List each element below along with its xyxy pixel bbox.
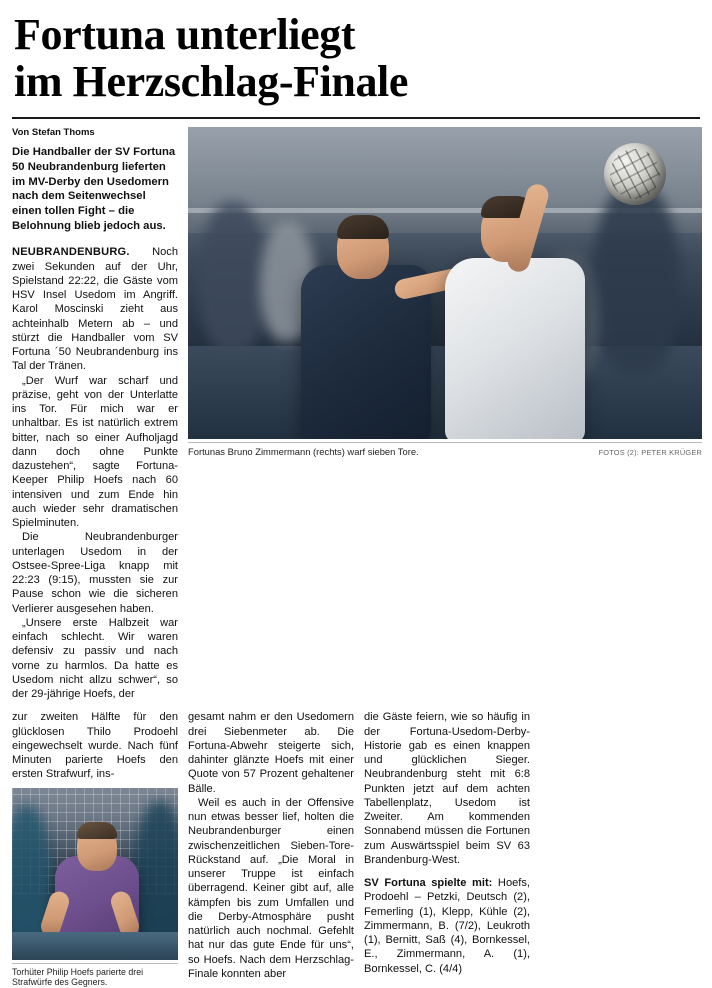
paragraph: „Der Wurf war scharf und präzise, geht von der Unterlatte ins Tor. Für mich war er unhaltbar. Es ist natürlich extrem bitter, nach so einer Aufholjagd dann doch ohne Punkte dazustehen“, sagte Fortuna-Keeper Philip Hoefs nach 60 intensiven und zum Ende hin auch wieder sehr dramatischen Spielminuten. [12, 374, 178, 530]
main-photo-caption-row [188, 442, 702, 457]
upper-section [10, 127, 702, 701]
paragraph: „Unsere erste Halbzeit war einfach schlecht. Wir waren defensiv zu passiv und nach vorne zu harmlos. Da hatte es Usedom nicht allzu schwer“, so der 29-jährige Hoefs, der [12, 616, 178, 701]
column-2-text [12, 710, 178, 781]
handball-ball [604, 143, 666, 205]
column-3 [188, 710, 354, 988]
photo-player-white-jersey [445, 258, 585, 439]
team-lineup-label: SV Fortuna spielte mit: [364, 877, 493, 890]
photo-background-figure [591, 183, 681, 373]
team-lineup [364, 876, 530, 976]
lower-section [10, 710, 702, 988]
photo-credit: FOTOS (2): PETER KRÜGER [598, 448, 702, 458]
column-4 [364, 710, 530, 988]
handball-action-photo [188, 127, 702, 439]
column-3-text [188, 710, 354, 981]
photo-goalkeeper-hair [77, 822, 117, 839]
photo-floor [12, 932, 178, 960]
secondary-photo-caption: Torhüter Philip Hoefs parierte drei Strafwürfe des Gegners. [12, 963, 178, 988]
team-lineup-players: Hoefs, Prodoehl – Petzki, Deutsch (2), Femerling (1), Klepp, Kühle (2), Zimmermann, B. (7/2), Leukroth (1), Bernitt, Saß (4), Bornkessel, E., Zimmermann, A. (1), Bornkessel, C. (4/4) [364, 877, 530, 975]
column-1-text [12, 245, 178, 701]
goalkeeper-photo [12, 788, 178, 960]
main-photo-block [188, 127, 702, 457]
paragraph [12, 245, 178, 373]
paragraph: Weil es auch in der Offensive nun etwas besser lief, holten die Neubrandenburger einen zwischenzeitlichen Sieben-Tore-Rückstand auf. „Die Moral in unserer Truppe ist einfach überragend. Keiner gibt auf, alle kämpfen bis zum Umfallen und die Derby-Atmosphäre pusht natürlich auch nochmal. Gefehlt hat nur das gute Ende für uns“, so Hoefs. Nach dem Herzschlag-Finale konnten aber [188, 796, 354, 980]
dateline: NEUBRANDENBURG. [12, 246, 130, 259]
lead-paragraph: Die Handballer der SV Fortuna 50 Neubrandenburg lieferten im MV-Derby den Usedomern nach dem Seitenwechsel einen tollen Fight – die Belohnung blieb jedoch aus. [12, 146, 176, 232]
byline: Von Stefan Thoms [12, 127, 95, 139]
paragraph: Die Neubrandenburger unterlagen Usedom in der Ostsee-Spree-Liga knapp mit 22:23 (9:15), mussten sie zur Pause schon wie die sicheren Verlierer ausgesehen haben. [12, 531, 178, 615]
paragraph: gesamt nahm er den Usedomern drei Siebenmeter ab. Die Fortuna-Abwehr steigerte sich, dahinter glänzte Hoefs mit einer Quote von 57 Prozent gehaltener Bälle. [188, 711, 354, 795]
headline-line-2: im Herzschlag-Finale [14, 56, 409, 106]
photo-background-figure [198, 202, 268, 352]
photo-caption: Fortunas Bruno Zimmermann (rechts) warf sieben Tore. [188, 446, 419, 458]
paragraph-text: Noch zwei Sekunden auf der Uhr, Spielstand 22:22, die Gäste vom HSV Insel Usedom im Angriff. Karol Moscinski zieht aus achteinhalb Metern ab – und stürzt die Handballer vom SV Fortuna ´50 Neubrandenburg ins Tal der Tränen. [12, 246, 178, 373]
lead-column [10, 127, 178, 701]
paragraph: die Gäste feiern, wie so häufig in der Fortuna-Usedom-Derby-Historie gab es einen knappen und glücklichen Sieger. Neubrandenburg steht mit 6:8 Punkten jetzt auf dem achten Tabellenplatz, Usedom ist Zweiter. Am kommenden Sonnabend müssen die Fortunen zum Auswärtsspiel beim SV 63 Brandenburg-West. [364, 711, 530, 866]
photo-player-hair [337, 215, 389, 239]
page-title [10, 12, 702, 105]
column-2 [12, 710, 178, 988]
paragraph: zur zweiten Hälfte für den glücklosen Thilo Prodoehl eingewechselt wurde. Nach fünf Minuten parierte Hoefs den ersten Strafwurf, ins- [12, 711, 178, 781]
divider-rule [12, 117, 700, 119]
headline-line-1: Fortuna unterliegt [14, 10, 356, 59]
